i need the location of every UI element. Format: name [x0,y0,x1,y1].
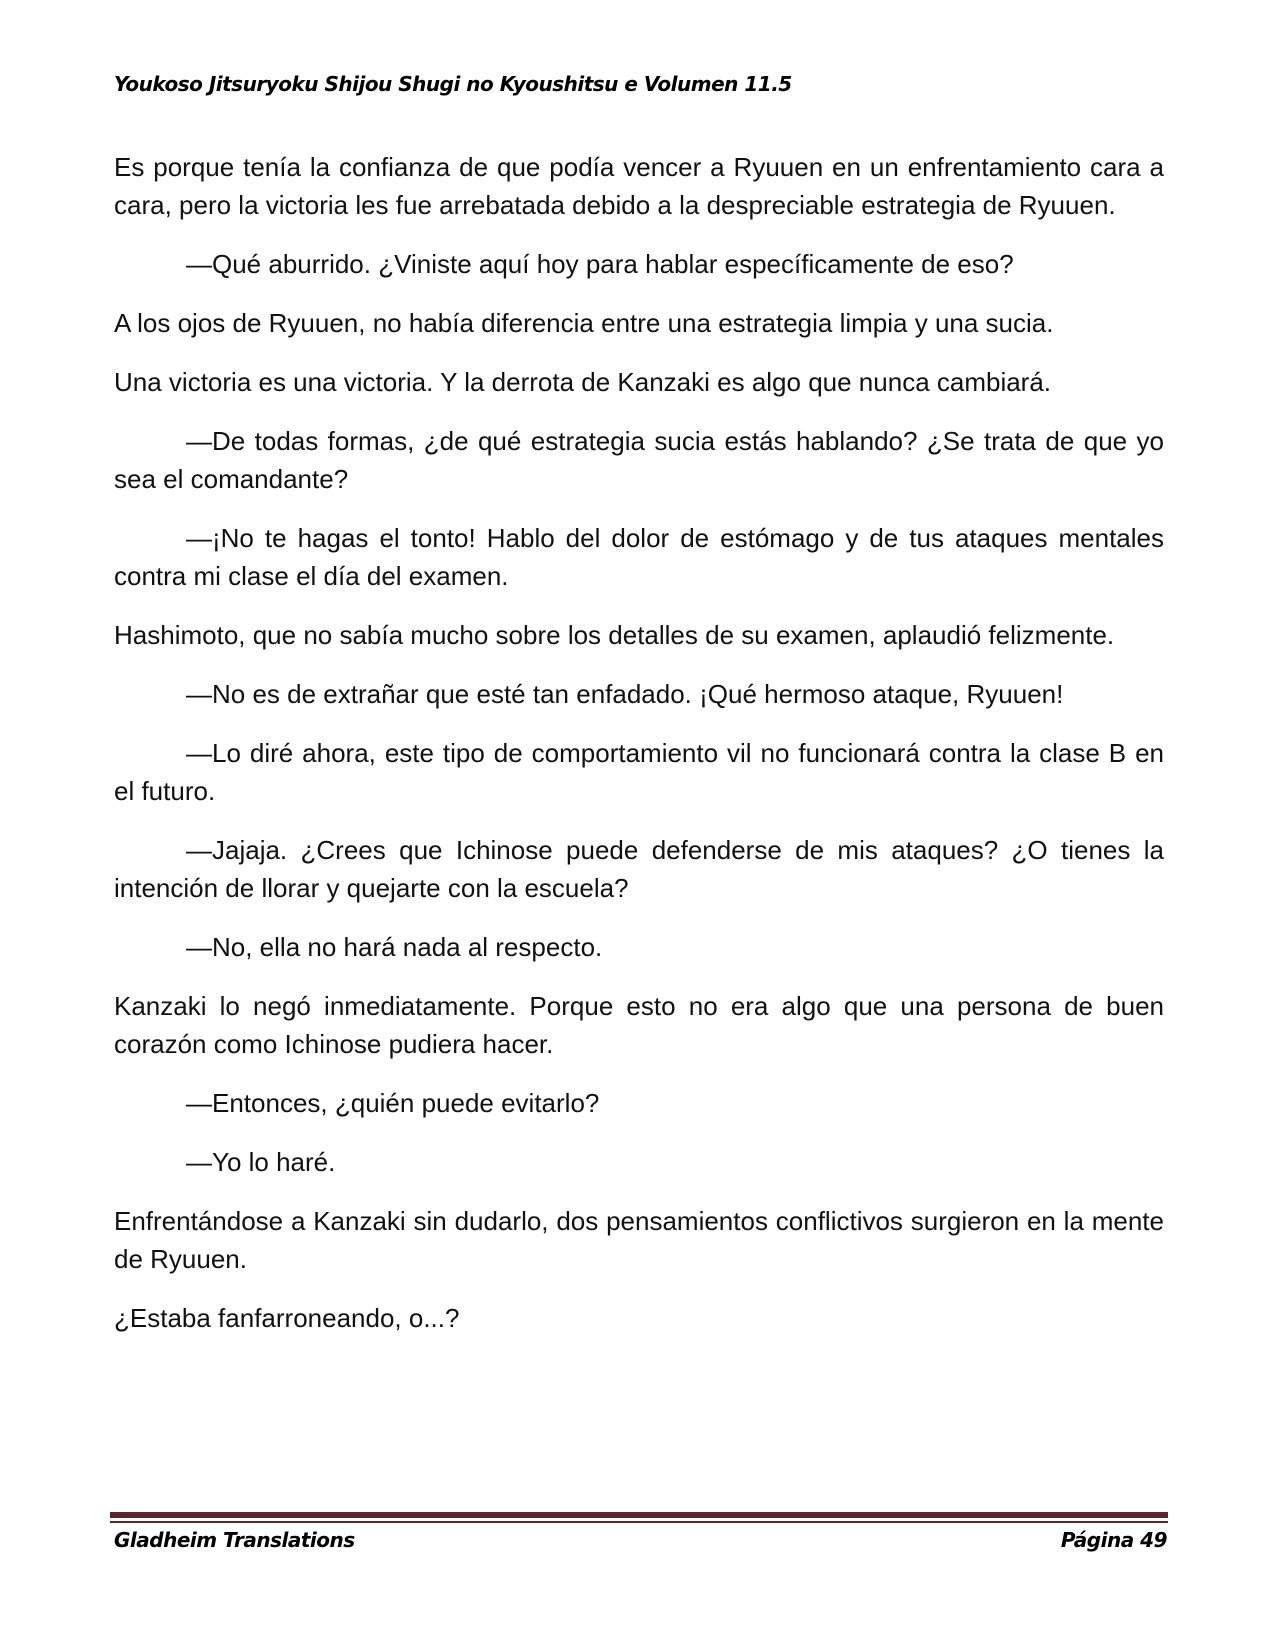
narration-paragraph: Una victoria es una victoria. Y la derrota de Kanzaki es algo que nunca cambiará. [114,367,1052,397]
dialogue-paragraph: —Yo lo haré. [186,1147,336,1177]
dialogue-paragraph: —No es de extrañar que esté tan enfadado. ¡Qué hermoso ataque, Ryuuen! [186,679,1064,709]
dialogue-paragraph: —Jajaja. ¿Crees que Ichinose puede defenderse de mis ataques? ¿O tienes la intención de llorar y quejarte con la escuela? [114,835,1164,903]
running-header: Youkoso Jitsuryoku Shijou Shugi no Kyoushitsu e Volumen 11.5 [114,72,792,96]
dialogue-paragraph: —Entonces, ¿quién puede evitarlo? [186,1088,600,1118]
dialogue-paragraph: —No, ella no hará nada al respecto. [186,932,603,962]
narration-paragraph: A los ojos de Ryuuen, no había diferencia entre una estrategia limpia y una sucia. [114,308,1054,338]
narration-paragraph: Hashimoto, que no sabía mucho sobre los detalles de su examen, aplaudió felizmente. [114,620,1115,650]
footer-credit: Gladheim Translations [114,1528,355,1552]
page-number: Página 49 [1060,1528,1167,1552]
dialogue-paragraph: —Qué aburrido. ¿Viniste aquí hoy para hablar específicamente de eso? [186,249,1014,279]
footer-rule-thick [110,1512,1168,1518]
dialogue-paragraph: —¡No te hagas el tonto! Hablo del dolor de estómago y de tus ataques mentales contra mi clase el día del examen. [114,523,1164,591]
page-body [114,148,1164,1358]
narration-paragraph: ¿Estaba fanfarroneando, o...? [114,1303,460,1333]
footer-rule-thin [110,1521,1168,1523]
dialogue-paragraph: —De todas formas, ¿de qué estrategia sucia estás hablando? ¿Se trata de que yo sea el comandante? [114,426,1164,494]
narration-paragraph: Es porque tenía la confianza de que podía vencer a Ryuuen en un enfrentamiento cara a cara, pero la victoria les fue arrebatada debido a la despreciable estrategia de Ryuuen. [114,152,1164,220]
narration-paragraph: Kanzaki lo negó inmediatamente. Porque esto no era algo que una persona de buen corazón como Ichinose pudiera hacer. [114,991,1164,1059]
dialogue-paragraph: —Lo diré ahora, este tipo de comportamiento vil no funcionará contra la clase B en el futuro. [114,738,1164,806]
narration-paragraph: Enfrentándose a Kanzaki sin dudarlo, dos pensamientos conflictivos surgieron en la mente de Ryuuen. [114,1206,1164,1274]
